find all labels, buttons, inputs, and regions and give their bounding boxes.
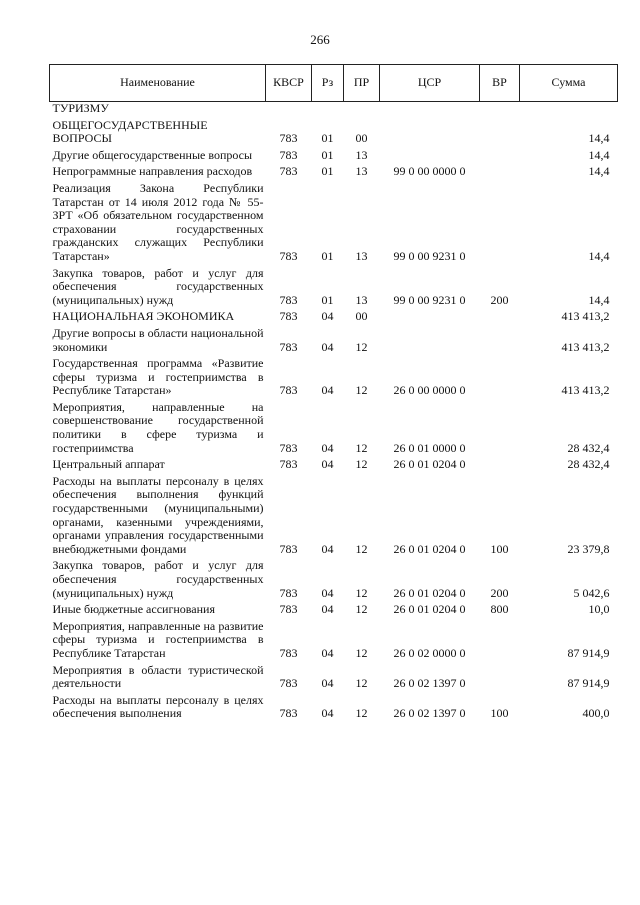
row-csr: 99 0 00 0000 0 <box>393 164 466 179</box>
row-sum: 10,0 <box>588 602 610 617</box>
row-csr: 26 0 02 1397 0 <box>393 676 466 691</box>
page-number: 266 <box>310 32 330 47</box>
row-csr <box>380 118 480 148</box>
row-name: Иные бюджетные ассигнования <box>52 602 215 617</box>
row-rz: 04 <box>321 339 334 354</box>
row-pr: 12 <box>355 602 368 617</box>
row-pr: 13 <box>355 147 368 162</box>
row-rz: 04 <box>321 541 334 556</box>
row-kvsr: 783 <box>279 457 298 472</box>
row-kvsr: 783 <box>279 292 298 307</box>
row-kvsr: 783 <box>279 164 298 179</box>
row-pr: 12 <box>355 706 368 721</box>
row-kvsr: 783 <box>279 602 298 617</box>
row-kvsr <box>266 102 312 118</box>
row-pr: 00 <box>355 309 368 324</box>
row-sum: 14,4 <box>588 131 610 146</box>
row-csr: 26 0 02 1397 0 <box>393 706 466 721</box>
row-rz: 04 <box>321 457 334 472</box>
row-sum: 14,4 <box>588 248 610 263</box>
row-vr <box>480 400 520 457</box>
row-rz: 04 <box>321 440 334 455</box>
table-row <box>50 663 618 693</box>
row-vr: 800 <box>490 602 509 617</box>
header-sum: Сумма <box>520 65 618 102</box>
row-sum: 5 042,6 <box>573 585 610 600</box>
row-name: Государственная программа «Развитие сферы туризма и гостеприимства в Республике Татарстан» <box>52 356 264 398</box>
header-csr: ЦСР <box>380 65 480 102</box>
table-row <box>50 602 618 619</box>
row-vr <box>480 102 520 118</box>
row-csr <box>380 102 480 118</box>
row-vr <box>480 181 520 266</box>
row-sum: 413 413,2 <box>561 339 610 354</box>
row-kvsr: 783 <box>279 706 298 721</box>
row-name: НАЦИОНАЛЬНАЯ ЭКОНОМИКА <box>52 309 235 324</box>
row-pr: 12 <box>355 541 368 556</box>
row-sum: 87 914,9 <box>567 676 610 691</box>
row-sum <box>520 102 618 118</box>
row-vr <box>480 619 520 663</box>
row-vr <box>480 309 520 326</box>
table-row <box>50 326 618 356</box>
row-rz: 04 <box>321 602 334 617</box>
row-pr: 13 <box>355 292 368 307</box>
row-pr: 13 <box>355 248 368 263</box>
row-kvsr: 783 <box>279 541 298 556</box>
row-sum: 28 432,4 <box>567 440 610 455</box>
row-rz: 04 <box>321 645 334 660</box>
row-kvsr: 783 <box>279 248 298 263</box>
row-rz: 01 <box>321 164 334 179</box>
row-pr: 12 <box>355 457 368 472</box>
row-vr <box>480 663 520 693</box>
row-rz: 01 <box>321 248 334 263</box>
row-pr <box>344 102 380 118</box>
row-pr: 12 <box>355 440 368 455</box>
table-row <box>50 181 618 266</box>
row-sum: 14,4 <box>588 147 610 162</box>
header-pr: ПР <box>344 65 380 102</box>
row-kvsr: 783 <box>279 645 298 660</box>
row-kvsr: 783 <box>279 339 298 354</box>
row-kvsr: 783 <box>279 131 298 146</box>
row-vr: 100 <box>490 706 509 721</box>
row-csr: 26 0 01 0204 0 <box>393 585 466 600</box>
row-pr: 00 <box>355 131 368 146</box>
row-csr: 99 0 00 9231 0 <box>393 292 466 307</box>
row-vr <box>480 326 520 356</box>
row-vr <box>480 118 520 148</box>
row-pr: 13 <box>355 164 368 179</box>
row-kvsr: 783 <box>279 676 298 691</box>
row-sum: 14,4 <box>588 292 610 307</box>
row-sum: 23 379,8 <box>567 541 610 556</box>
table-row <box>50 164 618 181</box>
row-rz: 04 <box>321 706 334 721</box>
row-name: Центральный аппарат <box>52 457 165 472</box>
row-kvsr: 783 <box>279 585 298 600</box>
row-pr: 12 <box>355 676 368 691</box>
table-row <box>50 400 618 457</box>
row-name: Расходы на выплаты персоналу в целях обеспечения выполнения функций государственными (муниципальными) органами, казенными учреждениями, органами управления государственными внебюджетными фондами <box>52 473 264 556</box>
row-rz: 04 <box>321 676 334 691</box>
row-name: Закупка товаров, работ и услуг для обеспечения государственных (муниципальных) нужд <box>52 265 264 307</box>
row-csr: 99 0 00 9231 0 <box>393 248 466 263</box>
row-vr <box>480 164 520 181</box>
row-rz: 04 <box>321 585 334 600</box>
row-name: Другие вопросы в области национальной экономики <box>52 325 264 354</box>
header-rz: Рз <box>312 65 344 102</box>
row-name: Закупка товаров, работ и услуг для обеспечения государственных (муниципальных) нужд <box>52 558 264 600</box>
table-row <box>50 266 618 310</box>
row-name: Реализация Закона Республики Татарстан от 14 июля 2012 года № 55-ЗРТ «Об обязательном государственном страховании государственных гражданских служащих Республики Татарстан» <box>52 180 264 263</box>
row-name: ТУРИЗМУ <box>52 101 109 115</box>
table-row <box>50 118 618 148</box>
table-header-row <box>50 65 618 102</box>
row-vr: 200 <box>490 585 509 600</box>
row-name: Другие общегосударственные вопросы <box>52 147 253 162</box>
row-csr <box>380 148 480 165</box>
row-name: ОБЩЕГОСУДАРСТВЕННЫЕ ВОПРОСЫ <box>52 117 208 146</box>
row-csr: 26 0 02 0000 0 <box>393 645 466 660</box>
row-csr: 26 0 01 0000 0 <box>393 440 466 455</box>
row-csr: 26 0 01 0204 0 <box>393 457 466 472</box>
table-row <box>50 457 618 474</box>
row-kvsr: 783 <box>279 147 298 162</box>
row-rz: 01 <box>321 131 334 146</box>
table-row <box>50 693 618 723</box>
table-row <box>50 356 618 400</box>
row-rz: 04 <box>321 309 334 324</box>
row-vr: 200 <box>490 292 509 307</box>
row-rz <box>312 102 344 118</box>
row-csr: 26 0 01 0204 0 <box>393 541 466 556</box>
table-row <box>50 148 618 165</box>
row-rz: 01 <box>321 147 334 162</box>
table-row <box>50 309 618 326</box>
row-vr <box>480 356 520 400</box>
row-sum: 413 413,2 <box>561 383 610 398</box>
table-row <box>50 558 618 602</box>
row-name: Расходы на выплаты персоналу в целях обеспечения выполнения <box>52 692 264 721</box>
header-vr: ВР <box>480 65 520 102</box>
row-rz: 04 <box>321 383 334 398</box>
row-pr: 12 <box>355 383 368 398</box>
table-row <box>50 619 618 663</box>
row-kvsr: 783 <box>279 440 298 455</box>
table-row <box>50 474 618 559</box>
row-name: Мероприятия в области туристической деятельности <box>52 662 264 691</box>
row-rz: 01 <box>321 292 334 307</box>
table-row <box>50 102 618 118</box>
row-name: Непрограммные направления расходов <box>52 164 253 179</box>
header-kvsr: КВСР <box>266 65 312 102</box>
row-sum: 87 914,9 <box>567 645 610 660</box>
row-csr: 26 0 01 0204 0 <box>393 602 466 617</box>
row-kvsr: 783 <box>279 383 298 398</box>
budget-table <box>49 64 618 723</box>
row-sum: 400,0 <box>582 706 610 721</box>
row-csr: 26 0 00 0000 0 <box>393 383 466 398</box>
header-name: Наименование <box>50 65 266 102</box>
row-vr: 100 <box>490 541 509 556</box>
row-csr <box>380 326 480 356</box>
row-sum: 413 413,2 <box>561 309 610 324</box>
row-csr <box>380 309 480 326</box>
row-vr <box>480 457 520 474</box>
row-sum: 14,4 <box>588 164 610 179</box>
row-sum: 28 432,4 <box>567 457 610 472</box>
row-pr: 12 <box>355 645 368 660</box>
row-kvsr: 783 <box>279 309 298 324</box>
row-name: Мероприятия, направленные на развитие сферы туризма и гостеприимства в Республике Татарстан <box>52 618 264 660</box>
row-pr: 12 <box>355 339 368 354</box>
row-vr <box>480 148 520 165</box>
row-pr: 12 <box>355 585 368 600</box>
row-name: Мероприятия, направленные на совершенствование государственной политики в сфере туризма и гостеприимства <box>52 399 264 455</box>
